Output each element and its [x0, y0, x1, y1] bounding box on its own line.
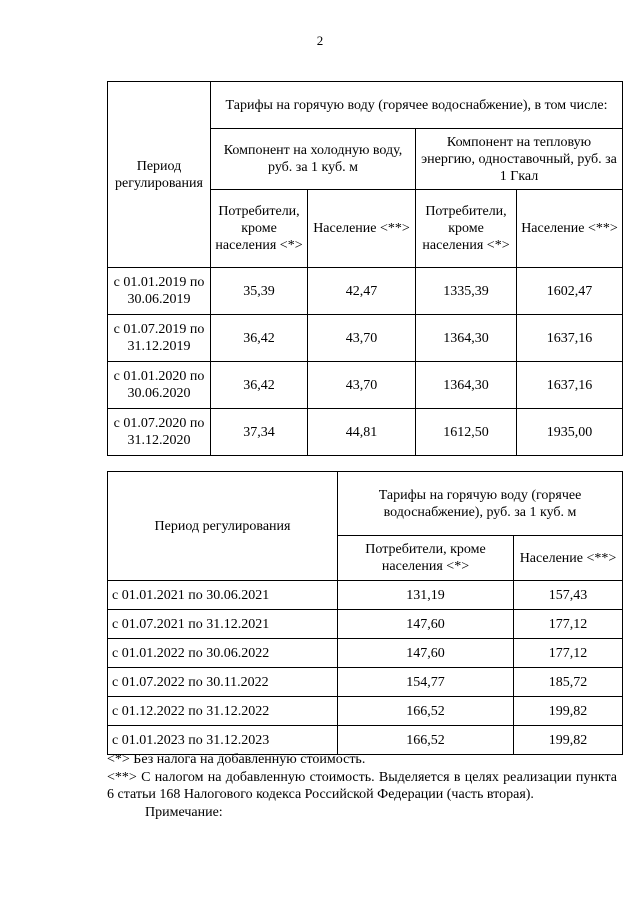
population-cell: 177,12 — [514, 639, 623, 668]
population-cell: 199,82 — [514, 697, 623, 726]
main-header: Тарифы на горячую воду (горячее водоснабжение), в том числе: — [211, 82, 623, 129]
consumers-cell: 147,60 — [338, 610, 514, 639]
cold-population-cell: 42,47 — [308, 268, 416, 315]
heat-consumers-header: Потребители, кроме населения <*> — [416, 190, 517, 268]
period-cell: с 01.12.2022 по 31.12.2022 — [108, 697, 338, 726]
table-row — [108, 268, 623, 315]
cold-consumers-cell: 35,39 — [211, 268, 308, 315]
heat-population-cell: 1935,00 — [517, 409, 623, 456]
footnote-with-vat: <**> С налогом на добавленную стоимость. Выделяется в целях реализации пункта 6 статьи 168 Налогового кодекса Российской Федерации (часть вторая). — [107, 769, 617, 802]
population-cell: 185,72 — [514, 668, 623, 697]
period-cell: с 01.01.2022 по 30.06.2022 — [108, 639, 338, 668]
period-cell: с 01.01.2019 по 30.06.2019 — [108, 268, 211, 315]
cold-population-cell: 43,70 — [308, 362, 416, 409]
period-cell: с 01.01.2023 по 31.12.2023 — [108, 726, 338, 755]
consumers-cell: 166,52 — [338, 697, 514, 726]
consumers-header: Потребители, кроме населения <*> — [338, 536, 514, 581]
table-row — [108, 668, 623, 697]
period-cell: с 01.07.2022 по 30.11.2022 — [108, 668, 338, 697]
cold-population-cell: 44,81 — [308, 409, 416, 456]
footnote-without-vat: <*> Без налога на добавленную стоимость. — [107, 752, 366, 767]
table-row — [108, 315, 623, 362]
heat-energy-component-header: Компонент на тепловую энергию, одноставочный, руб. за 1 Гкал — [416, 129, 623, 190]
table-row — [108, 610, 623, 639]
heat-consumers-cell: 1612,50 — [416, 409, 517, 456]
consumers-cell: 147,60 — [338, 639, 514, 668]
period-cell: с 01.07.2020 по 31.12.2020 — [108, 409, 211, 456]
population-cell: 199,82 — [514, 726, 623, 755]
heat-consumers-cell: 1335,39 — [416, 268, 517, 315]
population-cell: 177,12 — [514, 610, 623, 639]
cold-population-cell: 43,70 — [308, 315, 416, 362]
period-cell: с 01.07.2019 по 31.12.2019 — [108, 315, 211, 362]
tariff-table-2021-2023 — [107, 471, 623, 755]
cold-population-header: Население <**> — [308, 190, 416, 268]
heat-population-cell: 1602,47 — [517, 268, 623, 315]
consumers-cell: 131,19 — [338, 581, 514, 610]
heat-consumers-cell: 1364,30 — [416, 362, 517, 409]
period-cell: с 01.01.2020 по 30.06.2020 — [108, 362, 211, 409]
heat-consumers-cell: 1364,30 — [416, 315, 517, 362]
period-header: Период регулирования — [108, 472, 338, 581]
table-row — [108, 639, 623, 668]
remark-label: Примечание: — [145, 804, 223, 820]
footnotes — [107, 751, 617, 821]
consumers-cell: 166,52 — [338, 726, 514, 755]
period-cell: с 01.01.2021 по 30.06.2021 — [108, 581, 338, 610]
table-row — [108, 581, 623, 610]
table-row — [108, 362, 623, 409]
cold-consumers-header: Потребители, кроме населения <*> — [211, 190, 308, 268]
period-cell: с 01.07.2021 по 31.12.2021 — [108, 610, 338, 639]
consumers-cell: 154,77 — [338, 668, 514, 697]
period-header: Период регулирования — [108, 82, 211, 268]
main-header: Тарифы на горячую воду (горячее водоснабжение), руб. за 1 куб. м — [338, 472, 623, 536]
cold-consumers-cell: 36,42 — [211, 362, 308, 409]
tariff-table-2019-2020 — [107, 81, 623, 456]
cold-consumers-cell: 36,42 — [211, 315, 308, 362]
heat-population-cell: 1637,16 — [517, 315, 623, 362]
table-row — [108, 409, 623, 456]
page-number: 2 — [316, 33, 324, 48]
heat-population-cell: 1637,16 — [517, 362, 623, 409]
cold-water-component-header: Компонент на холодную воду, руб. за 1 куб. м — [211, 129, 416, 190]
cold-consumers-cell: 37,34 — [211, 409, 308, 456]
population-header: Население <**> — [514, 536, 623, 581]
table-row — [108, 697, 623, 726]
population-cell: 157,43 — [514, 581, 623, 610]
heat-population-header: Население <**> — [517, 190, 623, 268]
